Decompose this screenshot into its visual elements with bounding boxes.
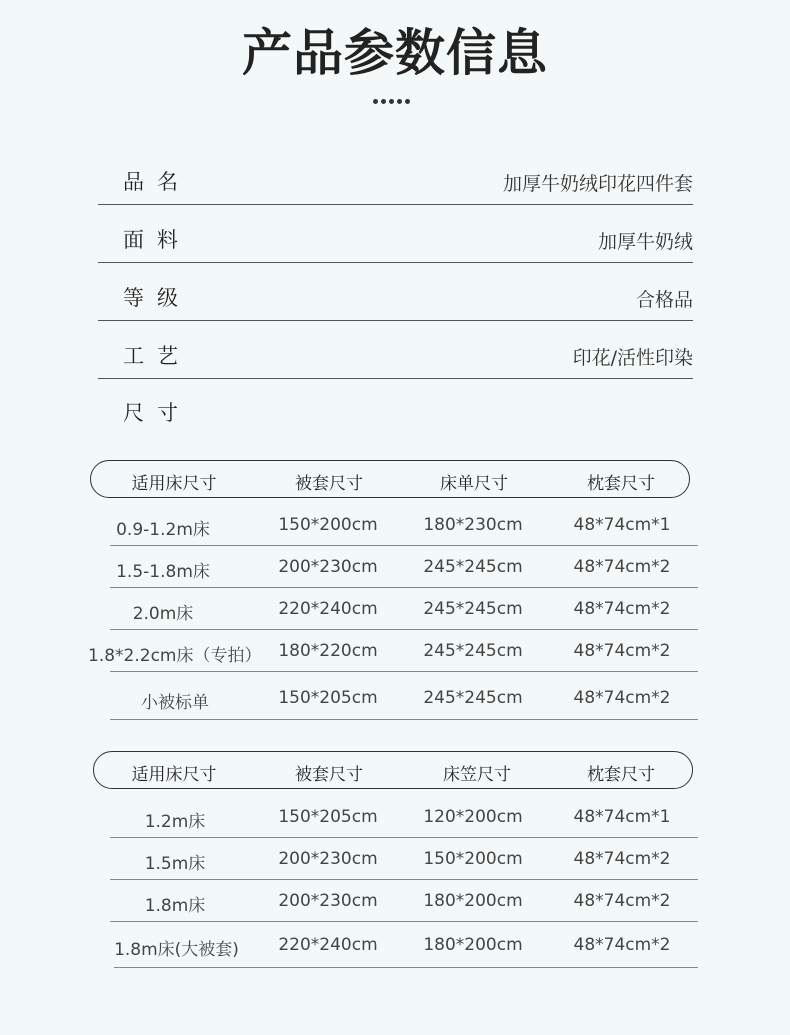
column-header: 适用床尺寸 bbox=[131, 765, 217, 785]
column-header: 枕套尺寸 bbox=[587, 474, 655, 494]
table-cell: 200*230cm bbox=[278, 849, 378, 869]
table-cell: 220*240cm bbox=[278, 935, 378, 955]
param-row-craft bbox=[98, 320, 693, 379]
table-cell: 48*74cm*2 bbox=[573, 849, 671, 869]
table-cell: 150*205cm bbox=[278, 807, 378, 827]
dot bbox=[405, 99, 410, 104]
table-cell: 180*200cm bbox=[423, 935, 523, 955]
dot bbox=[373, 99, 378, 104]
param-row-size bbox=[98, 377, 693, 435]
table-cell: 1.8m床 bbox=[144, 896, 206, 916]
table-cell: 200*230cm bbox=[278, 557, 378, 577]
table-cell: 180*200cm bbox=[423, 891, 523, 911]
param-row-name bbox=[98, 146, 693, 205]
table-cell: 200*230cm bbox=[278, 891, 378, 911]
table-cell: 220*240cm bbox=[278, 599, 378, 619]
column-header: 床笠尺寸 bbox=[443, 765, 511, 785]
param-label: 尺寸 bbox=[123, 401, 191, 425]
table-cell: 0.9-1.2m床 bbox=[116, 520, 210, 540]
table-cell: 150*200cm bbox=[423, 849, 523, 869]
table-cell: 1.2m床 bbox=[144, 812, 206, 832]
table-cell: 48*74cm*2 bbox=[573, 688, 671, 708]
table-row bbox=[110, 797, 698, 838]
table-cell: 1.5-1.8m床 bbox=[116, 562, 210, 582]
table-row bbox=[110, 547, 698, 588]
table-cell: 48*74cm*2 bbox=[573, 557, 671, 577]
table-cell: 48*74cm*2 bbox=[573, 935, 671, 955]
table-cell: 245*245cm bbox=[423, 641, 523, 661]
table-cell: 150*205cm bbox=[278, 688, 378, 708]
param-label: 品名 bbox=[123, 170, 191, 194]
table-cell: 180*230cm bbox=[423, 515, 523, 535]
table-row bbox=[110, 589, 698, 630]
column-header: 被套尺寸 bbox=[295, 765, 363, 785]
table-cell: 48*74cm*2 bbox=[573, 599, 671, 619]
table-cell: 1.5m床 bbox=[144, 854, 206, 874]
size-table-2-header bbox=[93, 751, 693, 789]
table-cell: 150*200cm bbox=[278, 515, 378, 535]
table-cell: 245*245cm bbox=[423, 599, 523, 619]
table-row bbox=[110, 673, 698, 720]
param-label: 工艺 bbox=[123, 344, 191, 368]
table-cell: 小被标单 bbox=[141, 693, 209, 713]
table-row bbox=[110, 505, 698, 546]
size-table-1-header bbox=[90, 460, 690, 498]
table-row bbox=[110, 839, 698, 880]
table-cell: 48*74cm*1 bbox=[573, 807, 671, 827]
param-label: 等级 bbox=[123, 286, 191, 310]
page-title: 产品参数信息 bbox=[242, 24, 548, 82]
dot bbox=[381, 99, 386, 104]
param-value: 加厚牛奶绒印花四件套 bbox=[502, 173, 693, 195]
table-cell: 245*245cm bbox=[423, 557, 523, 577]
title-dots-divider bbox=[373, 99, 410, 104]
table-row bbox=[110, 881, 698, 922]
param-value: 印花/活性印染 bbox=[572, 347, 693, 369]
column-header: 枕套尺寸 bbox=[587, 765, 655, 785]
dot bbox=[389, 99, 394, 104]
param-label: 面料 bbox=[123, 228, 191, 252]
param-row-fabric bbox=[98, 204, 693, 263]
column-header: 适用床尺寸 bbox=[131, 474, 217, 494]
table-row bbox=[88, 631, 698, 672]
table-cell: 245*245cm bbox=[423, 688, 523, 708]
table-row bbox=[114, 923, 698, 968]
table-cell: 120*200cm bbox=[423, 807, 523, 827]
dot bbox=[397, 99, 402, 104]
table-cell: 2.0m床 bbox=[132, 604, 194, 624]
param-row-grade bbox=[98, 262, 693, 321]
param-value: 合格品 bbox=[635, 289, 693, 311]
column-header: 被套尺寸 bbox=[295, 474, 363, 494]
table-cell: 48*74cm*2 bbox=[573, 641, 671, 661]
table-cell: 48*74cm*1 bbox=[573, 515, 671, 535]
table-cell: 180*220cm bbox=[278, 641, 378, 661]
table-cell: 1.8m床(大被套) bbox=[114, 940, 239, 960]
column-header: 床单尺寸 bbox=[440, 474, 508, 494]
table-cell: 1.8*2.2cm床（专拍） bbox=[88, 646, 262, 666]
table-cell: 48*74cm*2 bbox=[573, 891, 671, 911]
param-value: 加厚牛奶绒 bbox=[597, 231, 693, 253]
